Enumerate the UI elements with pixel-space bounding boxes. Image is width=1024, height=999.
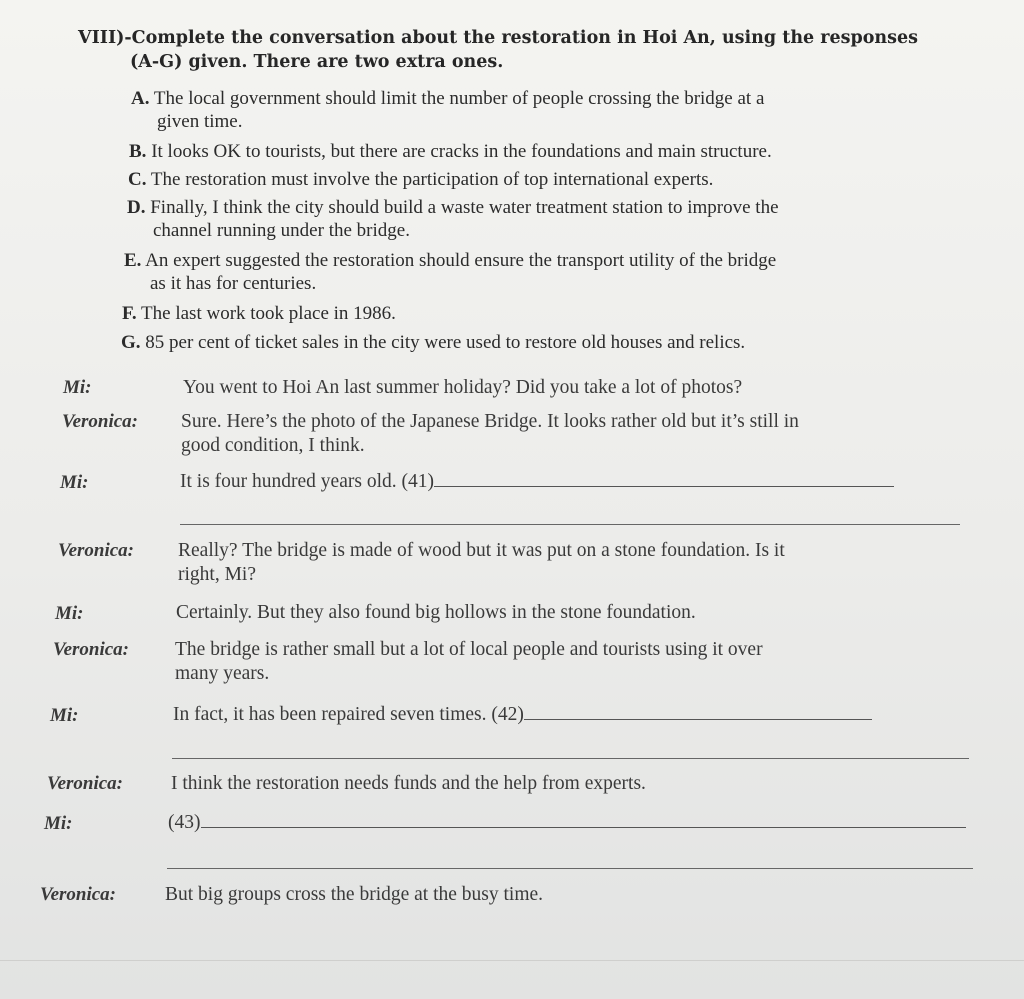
speaker-veronica: Veronica: — [58, 540, 134, 561]
dialogue-line — [181, 410, 976, 458]
option-text: An expert suggested the restoration should ensure the transport utility of the bridge — [145, 250, 777, 271]
dialogue-text: Certainly. But they also found big hollows in the stone foundation. — [176, 602, 696, 623]
dialogue-text-cont: good condition, I think. — [181, 435, 365, 456]
option-letter: B. — [129, 141, 147, 162]
speaker-mi: Mi: — [50, 705, 79, 726]
heading-line-1: VIII)-Complete the conversation about the restoration in Hoi An, using the responses — [78, 28, 918, 48]
dialogue-line — [173, 703, 973, 727]
option-d — [127, 196, 972, 242]
answer-blank-42[interactable] — [524, 705, 872, 720]
speaker-veronica: Veronica: — [47, 773, 123, 794]
speaker-mi: Mi: — [63, 377, 92, 398]
option-letter: G. — [121, 332, 141, 353]
option-letter: E. — [124, 250, 142, 271]
speaker-veronica: Veronica: — [40, 884, 116, 905]
dialogue-text: You went to Hoi An last summer holiday? Did you take a lot of photos? — [183, 377, 743, 398]
option-text-cont: as it has for centuries. — [150, 273, 317, 294]
option-text: It looks OK to tourists, but there are cracks in the foundations and main structure. — [151, 141, 772, 162]
dialogue-text-cont: many years. — [175, 663, 270, 684]
dialogue-text: But big groups cross the bridge at the busy time. — [165, 884, 544, 905]
option-f — [122, 302, 962, 325]
speaker-mi: Mi: — [55, 603, 84, 624]
option-g — [121, 331, 966, 354]
option-a — [131, 87, 971, 133]
dialogue-text: Sure. Here’s the photo of the Japanese Bridge. It looks rather old but it’s still in — [181, 411, 799, 432]
option-c — [128, 168, 968, 191]
dialogue-line — [165, 883, 955, 907]
option-text: The restoration must involve the participation of top international experts. — [150, 169, 714, 190]
dialogue-text: The bridge is rather small but a lot of local people and tourists using it over — [175, 639, 763, 660]
option-text: The local government should limit the number of people crossing the bridge at a — [153, 88, 765, 109]
page-divider — [0, 960, 1024, 961]
speaker-mi: Mi: — [44, 813, 73, 834]
speaker-veronica: Veronica: — [62, 411, 138, 432]
dialogue-line — [183, 376, 973, 400]
heading-line-2: (A-G) given. There are two extra ones. — [130, 52, 504, 72]
option-letter: C. — [128, 169, 147, 190]
option-text-cont: channel running under the bridge. — [153, 220, 410, 241]
option-b — [129, 140, 969, 163]
dialogue-text: I think the restoration needs funds and the help from experts. — [171, 773, 646, 794]
answer-blank-43[interactable] — [201, 813, 966, 828]
option-letter: A. — [131, 88, 150, 109]
answer-blank-41-line-2[interactable] — [180, 524, 960, 525]
dialogue-text: In fact, it has been repaired seven times. (42) — [173, 704, 524, 725]
answer-blank-43-line-2[interactable] — [167, 868, 973, 869]
dialogue-line — [178, 539, 978, 587]
dialogue-text: (43) — [168, 812, 201, 833]
dialogue-line — [168, 811, 978, 835]
exercise-heading — [78, 26, 978, 74]
answer-blank-41[interactable] — [434, 472, 894, 487]
dialogue-line — [171, 772, 961, 796]
option-text: Finally, I think the city should build a waste water treatment station to improve the — [150, 197, 779, 218]
dialogue-text: It is four hundred years old. (41) — [180, 471, 434, 492]
option-letter: F. — [122, 303, 137, 324]
option-text: The last work took place in 1986. — [141, 303, 396, 324]
dialogue-line — [176, 601, 966, 625]
dialogue-text: Really? The bridge is made of wood but it was put on a stone foundation. Is it — [178, 540, 785, 561]
dialogue-line — [180, 470, 970, 494]
option-e — [124, 249, 974, 295]
option-text: 85 per cent of ticket sales in the city were used to restore old houses and relics. — [145, 332, 746, 353]
option-letter: D. — [127, 197, 146, 218]
answer-blank-42-line-2[interactable] — [172, 758, 969, 759]
dialogue-text-cont: right, Mi? — [178, 564, 256, 585]
dialogue-line — [175, 638, 980, 686]
speaker-veronica: Veronica: — [53, 639, 129, 660]
speaker-mi: Mi: — [60, 472, 89, 493]
option-text-cont: given time. — [157, 111, 243, 132]
